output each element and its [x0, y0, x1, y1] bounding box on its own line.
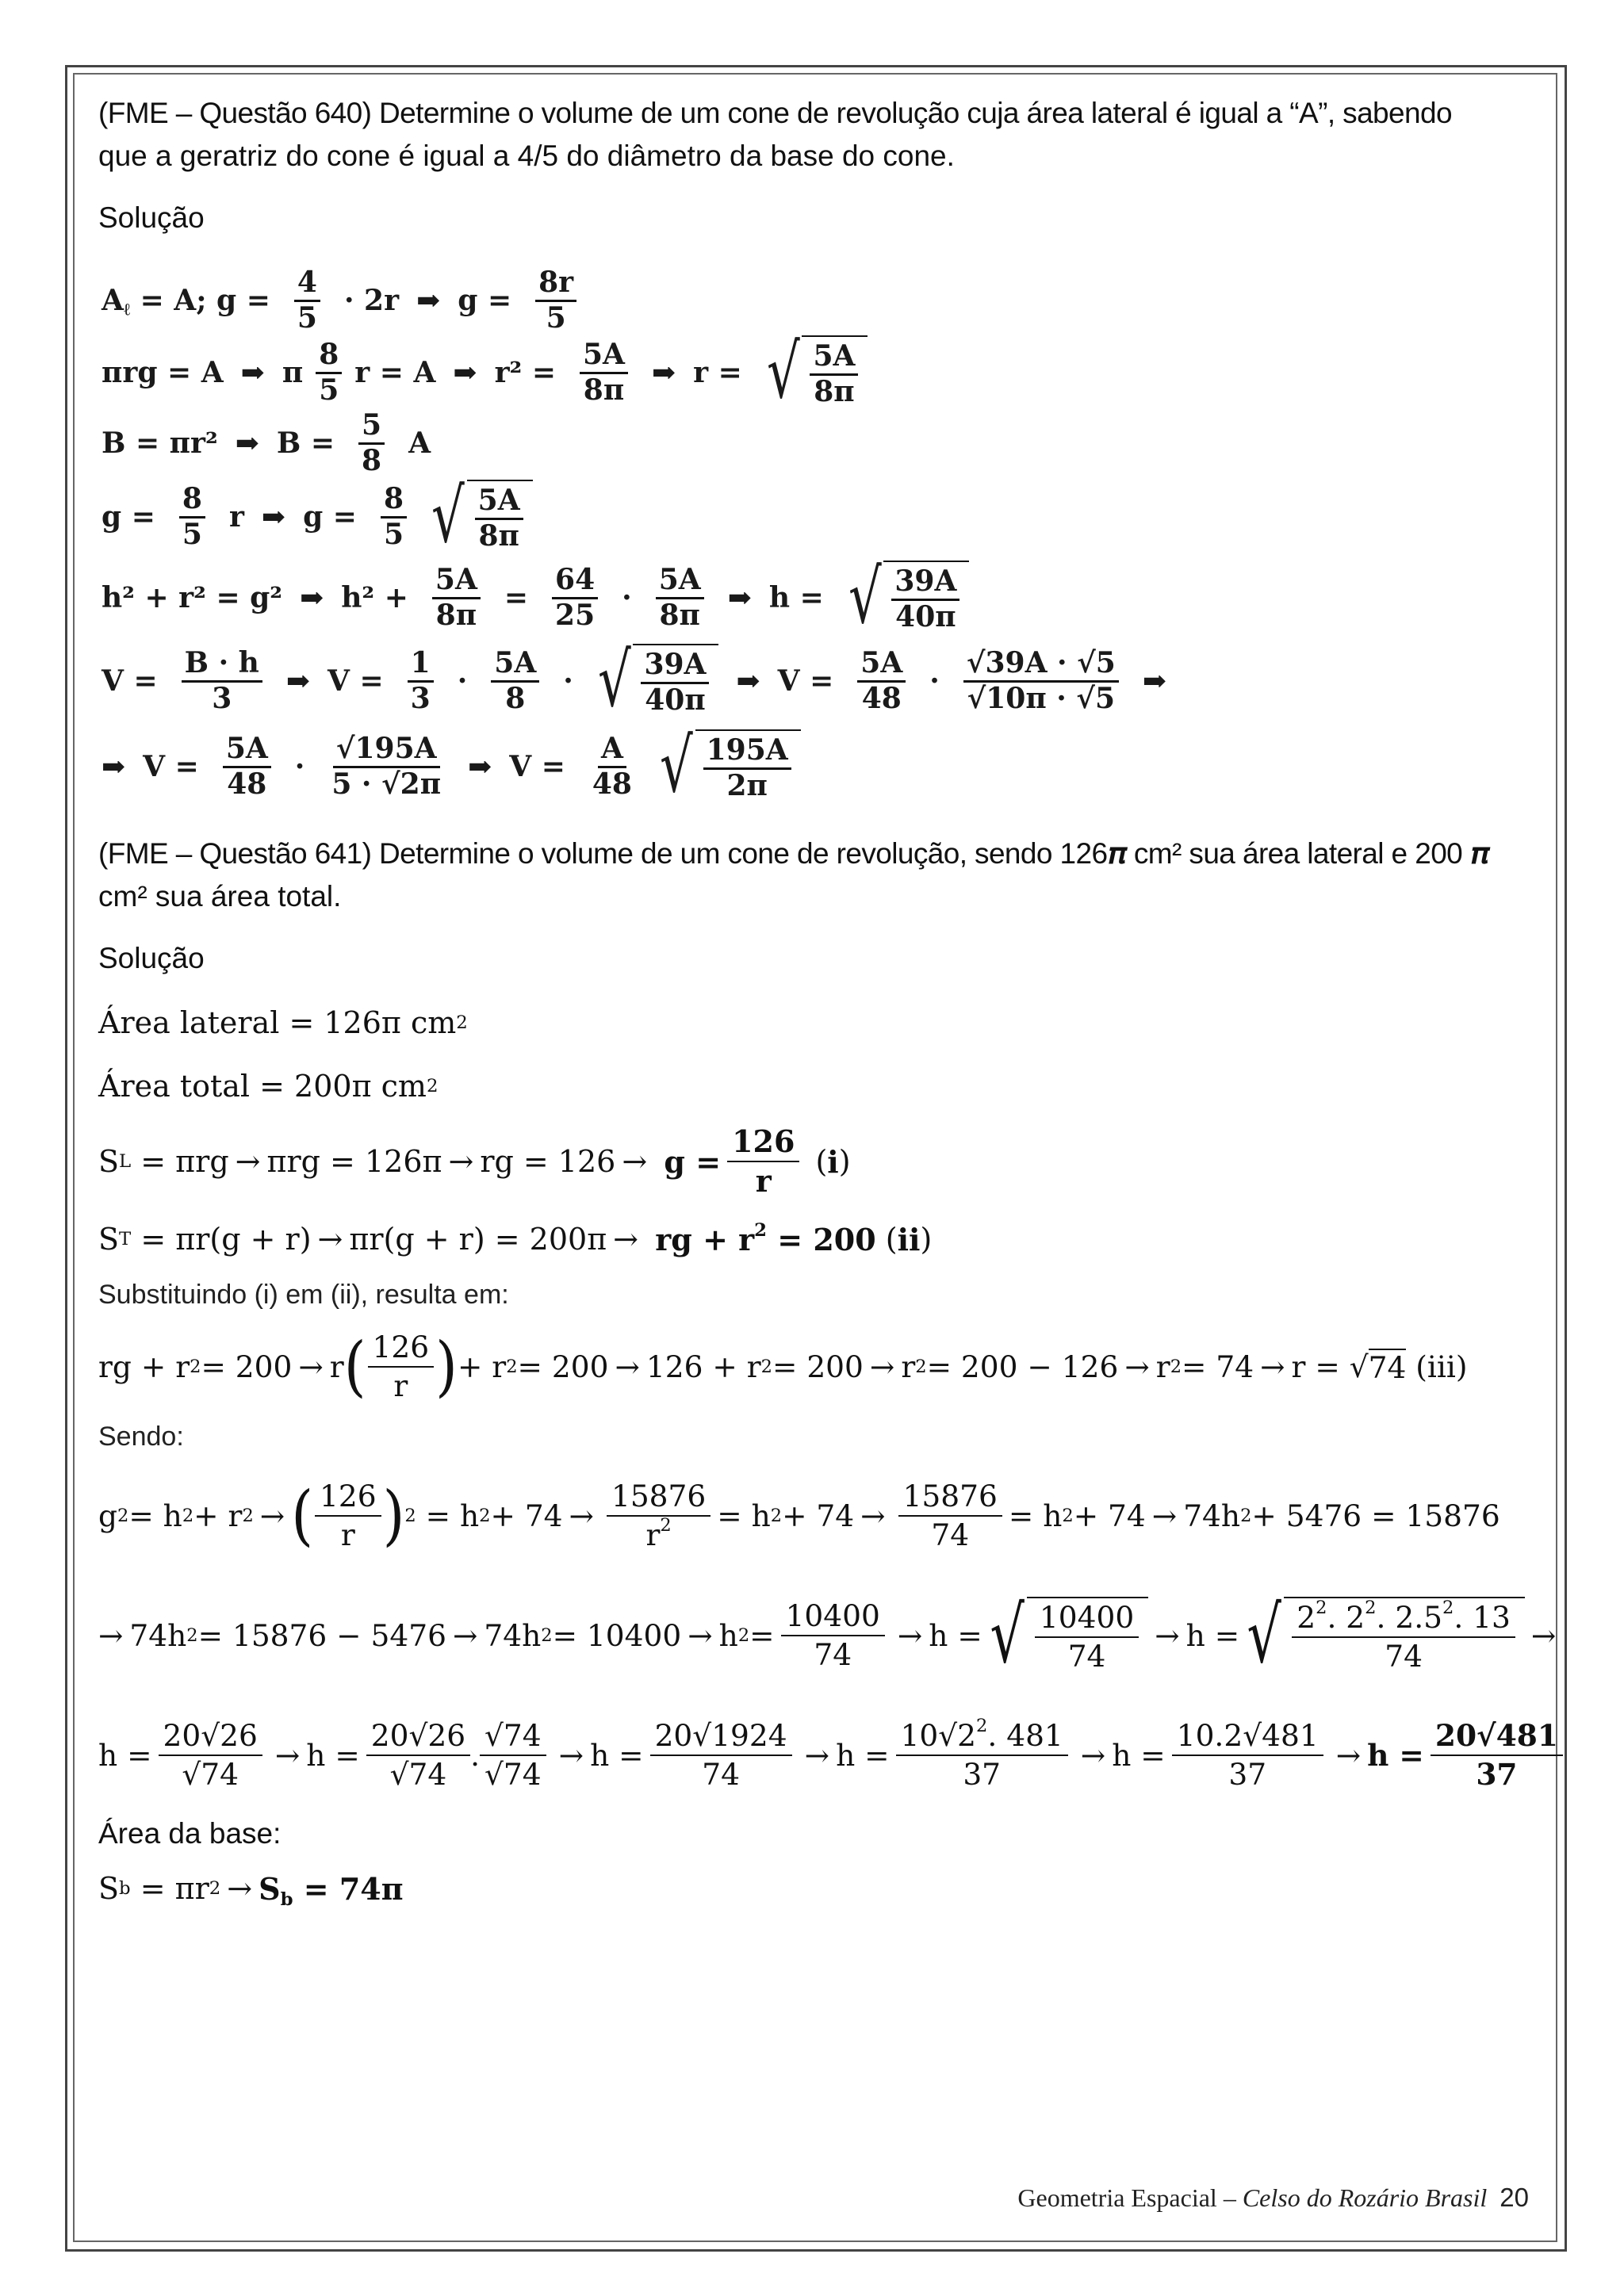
footer-title: Geometria Espacial – [1017, 2183, 1243, 2212]
formula-row: πrg = A ➡ π $\frac{8}{5}$ r = A ➡ r² = $\frac{5A}{8\pi}$ ➡ r = √ $\frac{5A}{8\pi}$ [102, 335, 1534, 411]
solution-label-640: Solução [98, 201, 205, 234]
solution-label-641: Solução [98, 942, 205, 974]
question-641-line-2: cm² sua área total. [98, 880, 342, 913]
formula-row: $A_\ell = A$; g = $\frac{4}{5}$ · 2r ➡ g = $\frac{8r}{5}$ [102, 266, 1534, 335]
page-content [98, 92, 1558, 1920]
solution-640-formulas [102, 266, 1534, 809]
formula-row: g = $\frac{8}{5}$ r ➡ g = $\frac{8}{5}$ √ $\frac{5A}{8\pi}$ [102, 476, 1534, 558]
substituting-text: Substituindo (i) em (ii), resulta em: [98, 1280, 509, 1310]
sendo-text: Sendo: [98, 1422, 184, 1452]
footer-author: Celso do Rozário Brasil [1242, 2183, 1488, 2212]
base-area-label: Área da base: [98, 1817, 282, 1850]
equation-h-final: h = $\frac{20√26}{√74}$ → h = $\frac{20√26}{√74}$ . $\frac{√74}{√74}$ → h = $\frac{20√1924}{74}$ → h = $\frac{10√2^2. 481}{37}$ → h = $\frac{10.2√481}{37}$ → h = $\frac{20√481}{37}$ [98, 1700, 1534, 1811]
formula-row: h² + r² = g² ➡ h² + $\frac{5A}{8\pi}$ = $\frac{64}{25}$ · $\frac{5A}{8\pi}$ ➡ h = √ $\frac{39A}{40\pi}$ [102, 558, 1534, 637]
question-641-line-1: (FME – Questão 641) Determine o volume de um cone de revolução, sendo 126𝝅 cm² sua área lateral e 200 𝝅 [98, 837, 1489, 870]
equation-total-area: Área total = 200π cm 2 [98, 1069, 439, 1104]
formula-row: V = $\frac{B \cdot h}{3}$ ➡ V = $\frac{1}{3}$ · $\frac{5A}{8}$ · √ $\frac{39A}{40\pi}$ ➡ V = $\frac{5A}{48}$ · $\frac{√39A \cdot √5}{√10\pi \cdot √5}$ ➡ [102, 637, 1166, 725]
page-footer [1017, 2183, 1529, 2213]
equation-g-squared: g 2 = h 2 + r 2 → ( $\frac{126}{r}$ ) 2 = h 2 + 74 → $\frac{15876}{r^2}$ = h 2 + 74 → $\frac{15876}{74}$ = h 2 + 74 → 74h 2 + 5476 = 15876 [98, 1478, 1500, 1554]
equation-iii: rg + r 2 = 200 → r ( $\frac{126}{r}$ ) + r 2 = 200 → 126 + r 2 = 200 → r 2 = 200 − 126 → r 2 = 74 → r = √ 74 (iii) [98, 1329, 1468, 1405]
equation-i: S L = πrg → πrg = 126π → rg = 126 → g = $\frac{126}{r}$ ( i ) [98, 1123, 851, 1199]
page-number: 20 [1500, 2183, 1529, 2212]
equation-ii: S T = πr(g + r) → πr(g + r) = 200π → rg + $r^2 = 200$ ( ii ) [98, 1219, 933, 1257]
question-640-line-1: (FME – Questão 640) Determine o volume de um cone de revolução cuja área lateral é igual a “A”, sabendo [98, 97, 1452, 129]
equation-base-area: S b = πr 2 → $S_b = 74\pi$ [98, 1870, 404, 1910]
equation-lateral-area: Área lateral = 126π cm 2 [98, 1005, 468, 1040]
solution-641 [98, 991, 1558, 1920]
formula-row: B = πr² ➡ B = $\frac{5}{8}$ A [102, 408, 431, 477]
formula-row: ➡ V = $\frac{5A}{48}$ · $\frac{√195A}{5 \cdot √2\pi}$ ➡ V = $\frac{A}{48}$ √ $\frac{195A}{2\pi}$ [102, 725, 1534, 809]
equation-h-squared: → 74h 2 = 15876 − 5476 → 74h 2 = 10400 → h 2 = $\frac{10400}{74}$ → h = √ $\frac{10400}{74}$ → h = √ $\frac{2^2. 2^2. 2.5^2. 13}{74}$ → [98, 1590, 1557, 1681]
question-640-line-2: que a geratriz do cone é igual a 4/5 do diâmetro da base do cone. [98, 140, 955, 172]
